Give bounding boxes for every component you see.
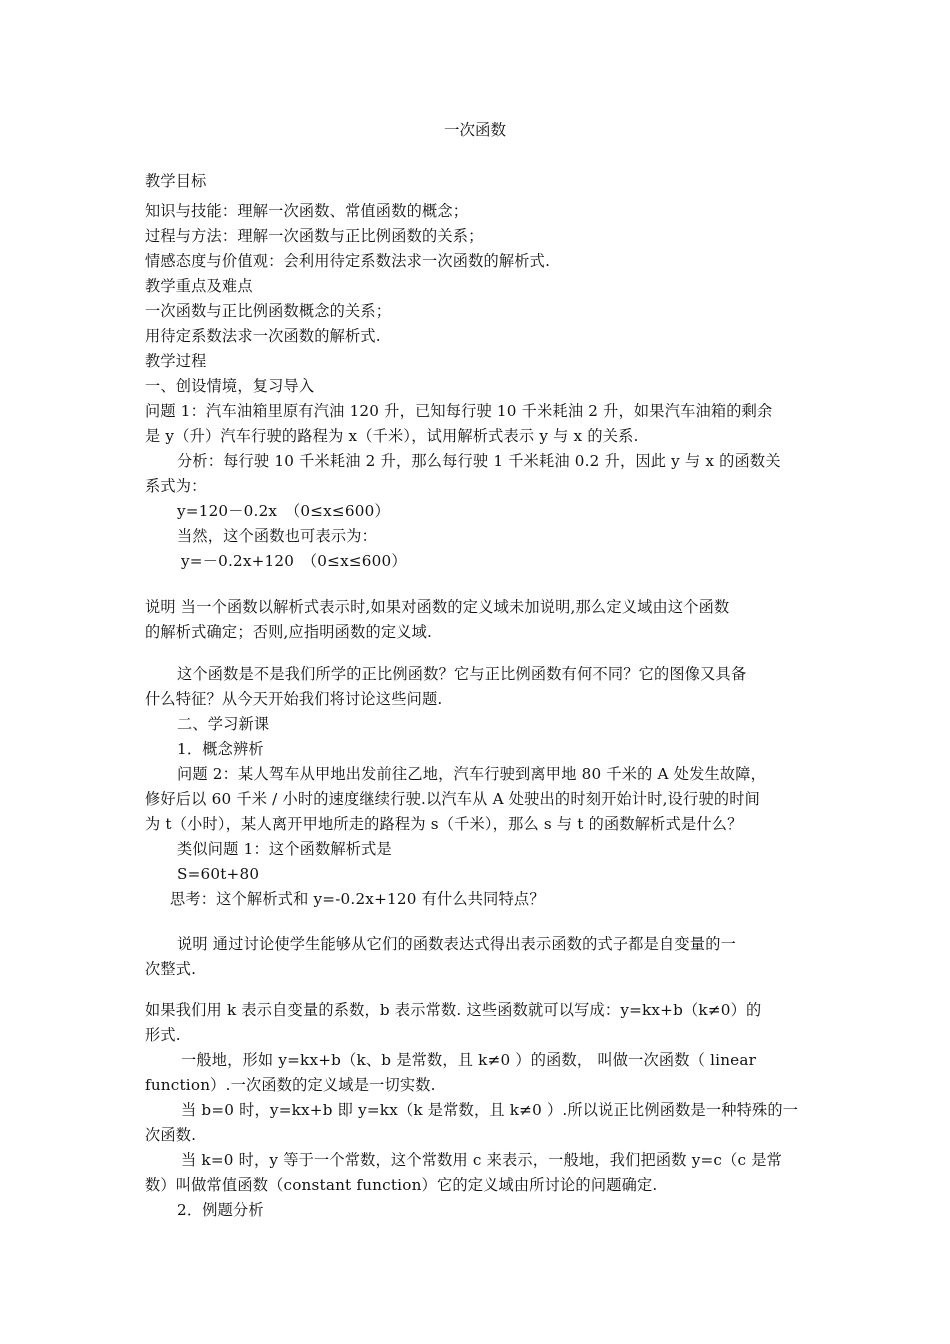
- paragraph-line: 什么特征？从今天开始我们将讨论这些问题.: [145, 690, 443, 708]
- subsection-heading: 2．例题分析: [177, 1201, 264, 1219]
- formula-line: y=120－0.2x （0≤x≤600）: [177, 502, 390, 520]
- paragraph-line: 次函数.: [145, 1126, 197, 1144]
- paragraph-line: 类似问题 1：这个函数解析式是: [177, 840, 392, 858]
- paragraph-line: 一般地，形如 y=kx+b（k、b 是常数，且 k≠0 ）的函数， 叫做一次函数（ linear: [181, 1051, 757, 1069]
- section-heading-key-points: 教学重点及难点: [145, 277, 253, 295]
- paragraph-line: 的解析式确定；否则,应指明函数的定义域.: [145, 623, 433, 641]
- document-title: 一次函数: [443, 121, 506, 139]
- subsection-heading: 一、创设情境，复习导入: [145, 377, 315, 395]
- paragraph-line: 是 y（升）汽车行驶的路程为 x（千米），试用解析式表示 y 与 x 的关系.: [145, 427, 639, 445]
- paragraph-line: 次整式.: [145, 960, 197, 978]
- subsection-heading: 1．概念辨析: [177, 740, 264, 758]
- paragraph-line: 问题 2：某人驾车从甲地出发前往乙地，汽车行驶到离甲地 80 千米的 A 处发生故障，: [177, 765, 767, 783]
- paragraph-line: 形式.: [145, 1026, 181, 1044]
- paragraph-line: 当然，这个函数也可表示为：: [177, 527, 378, 545]
- section-heading-goals: 教学目标: [145, 172, 207, 190]
- paragraph-line: 问题 1：汽车油箱里原有汽油 120 升，已知每行驶 10 千米耗油 2 升，如果汽车油箱的剩余: [145, 402, 773, 420]
- paragraph-line: 过程与方法：理解一次函数与正比例函数的关系；: [145, 227, 484, 245]
- paragraph-line: 思考：这个解析式和 y=-0.2x+120 有什么共同特点？: [170, 890, 545, 908]
- paragraph-line: 当 k=0 时，y 等于一个常数，这个常数用 c 来表示，一般地，我们把函数 y=c（c 是常: [181, 1151, 783, 1169]
- paragraph-line: 分析：每行驶 10 千米耗油 2 升，那么每行驶 1 千米耗油 0.2 升，因此 y 与 x 的函数关: [177, 452, 781, 470]
- paragraph-line: 系式为：: [145, 477, 207, 495]
- paragraph-line: 如果我们用 k 表示自变量的系数，b 表示常数. 这些函数就可以写成：y=kx+b（k≠0）的: [145, 1001, 762, 1019]
- paragraph-line: 用待定系数法求一次函数的解析式.: [145, 327, 381, 345]
- paragraph-line: 说明 当一个函数以解析式表示时,如果对函数的定义域未加说明,那么定义域由这个函数: [145, 598, 730, 616]
- paragraph-line: 数）叫做常值函数（constant function）它的定义域由所讨论的问题确定.: [145, 1176, 658, 1194]
- paragraph-line: 为 t（小时），某人离开甲地所走的路程为 s（千米），那么 s 与 t 的函数解析式是什么？: [145, 815, 743, 833]
- formula-line: S=60t+80: [177, 865, 260, 883]
- paragraph-line: 知识与技能：理解一次函数、常值函数的概念；: [145, 202, 469, 220]
- paragraph-line: 当 b=0 时，y=kx+b 即 y=kx（k 是常数，且 k≠0 ）.所以说正比例函数是一种特殊的一: [181, 1101, 799, 1119]
- paragraph-line: 修好后以 60 千米 / 小时的速度继续行驶.以汽车从 A 处驶出的时刻开始计时,设行驶的时间: [145, 790, 760, 808]
- subsection-heading: 二、学习新课: [177, 715, 270, 733]
- paragraph-line: 说明 通过讨论使学生能够从它们的函数表达式得出表示函数的式子都是自变量的一: [177, 935, 736, 953]
- paragraph-line: 情感态度与价值观：会利用待定系数法求一次函数的解析式.: [145, 252, 551, 270]
- paragraph-line: 这个函数是不是我们所学的正比例函数？它与正比例函数有何不同？它的图像又具备: [177, 665, 747, 683]
- paragraph-line: function）.一次函数的定义域是一切实数.: [145, 1076, 436, 1094]
- section-heading-process: 教学过程: [145, 352, 207, 370]
- paragraph-line: 一次函数与正比例函数概念的关系；: [145, 302, 392, 320]
- formula-line: y=－0.2x+120 （0≤x≤600）: [181, 552, 407, 570]
